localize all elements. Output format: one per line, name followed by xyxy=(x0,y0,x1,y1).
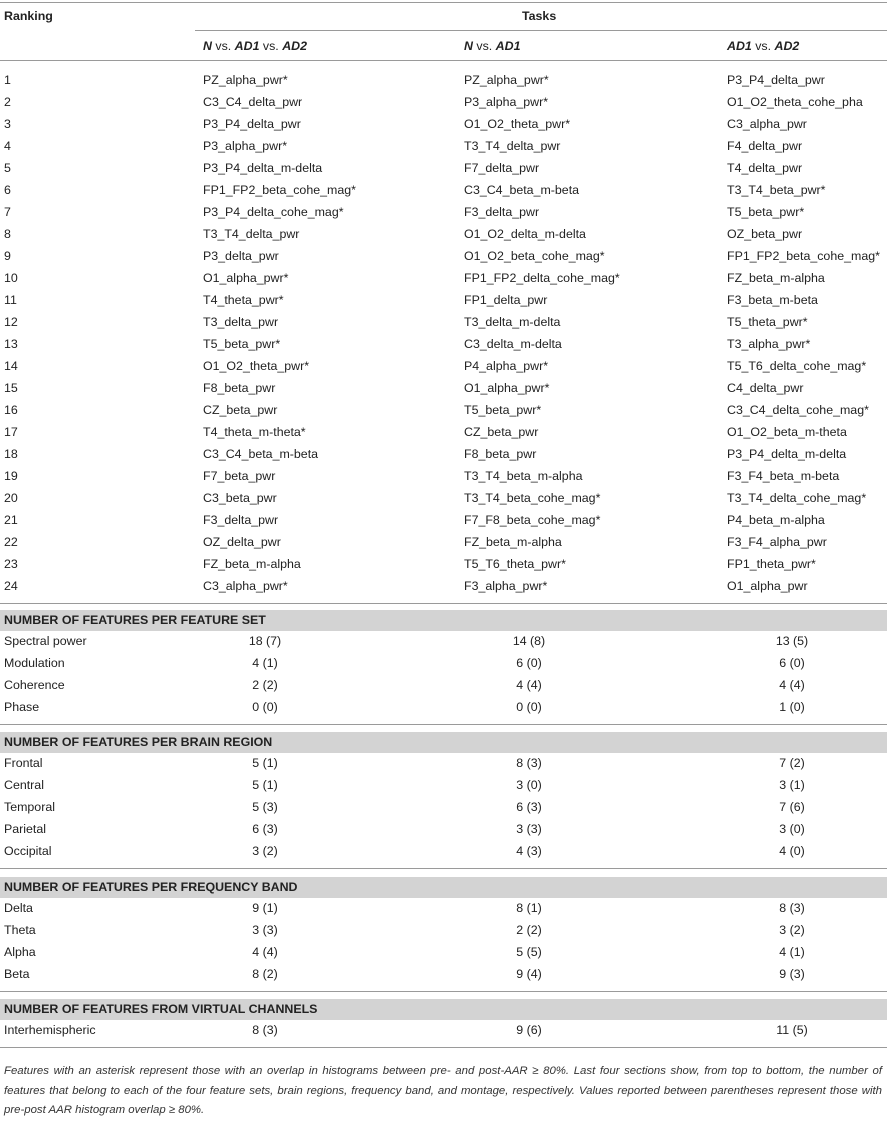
category-label: Spectral power xyxy=(4,634,87,648)
n-ad1-ad2-count: 8 (3) xyxy=(252,1023,278,1037)
n-ad1-ad2-count: 5 (3) xyxy=(252,800,278,814)
ad1-ad2-cell: C4_delta_pwr xyxy=(727,381,804,395)
section-bottom-rule xyxy=(0,868,887,869)
table-row xyxy=(0,466,887,488)
n-ad1-cell: F8_beta_pwr xyxy=(464,447,537,461)
n-ad1-ad2-cell: C3_C4_beta_m-beta xyxy=(203,447,319,461)
n-ad1-cell: F3_delta_pwr xyxy=(464,205,540,219)
ad1-ad2-count: 3 (2) xyxy=(779,923,805,937)
n-ad1-count: 9 (4) xyxy=(516,967,542,981)
table-row xyxy=(0,400,887,422)
section-title: NUMBER OF FEATURES PER FREQUENCY BAND xyxy=(4,880,298,894)
table-row xyxy=(0,797,887,819)
n-ad1-ad2-count: 4 (4) xyxy=(252,945,278,959)
category-label: Modulation xyxy=(4,656,65,670)
category-label: Frontal xyxy=(4,756,43,770)
table-row xyxy=(0,898,887,920)
n-ad1-cell: C3_C4_beta_m-beta xyxy=(464,183,580,197)
rank-cell: 23 xyxy=(4,557,18,571)
n-ad1-ad2-cell: T4_theta_m-theta* xyxy=(203,425,306,439)
n-ad1-cell: O1_O2_beta_cohe_mag* xyxy=(464,249,605,263)
n-ad1-ad2-count: 8 (2) xyxy=(252,967,278,981)
table-row xyxy=(0,114,887,136)
rank-cell: 18 xyxy=(4,447,18,461)
rank-cell: 2 xyxy=(4,95,11,109)
n-ad1-cell: FP1_delta_pwr xyxy=(464,293,548,307)
ad1-ad2-cell: T5_T6_delta_cohe_mag* xyxy=(727,359,867,373)
n-ad1-ad2-cell: C3_alpha_pwr* xyxy=(203,579,288,593)
section-header xyxy=(0,732,887,753)
table-row xyxy=(0,246,887,268)
rank-cell: 3 xyxy=(4,117,11,131)
ad1-ad2-count: 1 (0) xyxy=(779,700,805,714)
n-ad1-ad2-count: 9 (1) xyxy=(252,901,278,915)
ad1-ad2-count: 6 (0) xyxy=(779,656,805,670)
n-ad1-ad2-cell: O1_O2_theta_pwr* xyxy=(203,359,310,373)
n-ad1-cell: T3_T4_beta_m-alpha xyxy=(464,469,583,483)
ad1-ad2-cell: T3_T4_beta_pwr* xyxy=(727,183,826,197)
ad1-ad2-count: 11 (5) xyxy=(776,1023,808,1037)
n-ad1-ad2-count: 0 (0) xyxy=(252,700,278,714)
rank-cell: 8 xyxy=(4,227,11,241)
ranking-bottom-rule xyxy=(0,603,887,604)
n-ad1-ad2-count: 5 (1) xyxy=(252,778,278,792)
ad1-ad2-count: 4 (0) xyxy=(779,844,805,858)
rank-cell: 4 xyxy=(4,139,11,153)
category-label: Parietal xyxy=(4,822,47,836)
table-row xyxy=(0,136,887,158)
n-ad1-count: 4 (4) xyxy=(516,678,542,692)
ad1-ad2-cell: OZ_beta_pwr xyxy=(727,227,803,241)
ad1-ad2-cell: P3_P4_delta_pwr xyxy=(727,73,825,87)
section-bottom-rule xyxy=(0,1047,887,1048)
category-label: Central xyxy=(4,778,44,792)
n-ad1-ad2-count: 18 (7) xyxy=(248,634,282,648)
ad1-ad2-cell: F3_beta_m-beta xyxy=(727,293,818,307)
rank-cell: 9 xyxy=(4,249,11,263)
table-row xyxy=(0,554,887,576)
n-ad1-ad2-count: 6 (3) xyxy=(252,822,278,836)
ad1-ad2-cell: T3_T4_delta_cohe_mag* xyxy=(727,491,867,505)
n-ad1-count: 6 (0) xyxy=(516,656,542,670)
n-ad1-count: 0 (0) xyxy=(516,700,542,714)
table-row xyxy=(0,841,887,863)
n-ad1-ad2-cell: O1_alpha_pwr* xyxy=(203,271,289,285)
ad1-ad2-count: 3 (1) xyxy=(779,778,805,792)
table-row xyxy=(0,334,887,356)
n-ad1-cell: O1_O2_delta_m-delta xyxy=(464,227,586,241)
n-ad1-ad2-cell: F7_beta_pwr xyxy=(203,469,276,483)
table-row xyxy=(0,1020,887,1042)
n-ad1-ad2-cell: T3_delta_pwr xyxy=(203,315,279,329)
rank-cell: 15 xyxy=(4,381,18,395)
table-row xyxy=(0,753,887,775)
column-header-n-ad1-ad2: N vs. AD1 vs. AD2 xyxy=(203,39,307,53)
category-label: Temporal xyxy=(4,800,55,814)
section-title: NUMBER OF FEATURES PER FEATURE SET xyxy=(4,613,266,627)
n-ad1-count: 14 (8) xyxy=(512,634,546,648)
category-label: Beta xyxy=(4,967,30,981)
ad1-ad2-cell: FZ_beta_m-alpha xyxy=(727,271,825,285)
rank-cell: 17 xyxy=(4,425,18,439)
ad1-ad2-cell: P4_beta_m-alpha xyxy=(727,513,825,527)
n-ad1-ad2-count: 2 (2) xyxy=(252,678,278,692)
table-row xyxy=(0,920,887,942)
ad1-ad2-cell: T4_delta_pwr xyxy=(727,161,803,175)
table-row xyxy=(0,312,887,334)
n-ad1-count: 9 (6) xyxy=(516,1023,542,1037)
table-row xyxy=(0,510,887,532)
n-ad1-ad2-cell: T3_T4_delta_pwr xyxy=(203,227,300,241)
ad1-ad2-count: 3 (0) xyxy=(779,822,805,836)
n-ad1-count: 2 (2) xyxy=(516,923,542,937)
ad1-ad2-count: 13 (5) xyxy=(775,634,809,648)
table-row xyxy=(0,158,887,180)
tasks-underline xyxy=(195,30,887,31)
table-row xyxy=(0,202,887,224)
table-row xyxy=(0,775,887,797)
table-row xyxy=(0,290,887,312)
ranking-header: Ranking xyxy=(4,9,53,23)
ad1-ad2-cell: C3_C4_delta_cohe_mag* xyxy=(727,403,869,417)
rank-cell: 12 xyxy=(4,315,18,329)
n-ad1-cell: F7_delta_pwr xyxy=(464,161,540,175)
rank-cell: 19 xyxy=(4,469,18,483)
ad1-ad2-cell: O1_O2_theta_cohe_pha xyxy=(727,95,863,109)
rank-cell: 21 xyxy=(4,513,18,527)
n-ad1-cell: F7_F8_beta_cohe_mag* xyxy=(464,513,601,527)
table-footnote: Features with an asterisk represent those with an overlap in histograms between pre- and post-AAR ≥ 80%. Last four sections show, from top to bottom, the number of features that belong to each of the four feature sets, brain regions, frequency band, and montage, respectively. Values reported between parentheses represent those with pre-post AAR histogram overlap ≥ 80%. xyxy=(4,1065,882,1116)
n-ad1-cell: T5_T6_theta_pwr* xyxy=(464,557,566,571)
table-row xyxy=(0,964,887,986)
n-ad1-ad2-cell: P3_delta_pwr xyxy=(203,249,279,263)
category-label: Interhemispheric xyxy=(4,1023,96,1037)
ad1-ad2-cell: F4_delta_pwr xyxy=(727,139,803,153)
n-ad1-count: 3 (3) xyxy=(516,822,542,836)
category-label: Delta xyxy=(4,901,33,915)
section-header xyxy=(0,999,887,1020)
n-ad1-ad2-cell: PZ_alpha_pwr* xyxy=(203,73,288,87)
ad1-ad2-count: 4 (1) xyxy=(779,945,805,959)
n-ad1-cell: T5_beta_pwr* xyxy=(464,403,542,417)
table-row xyxy=(0,631,887,653)
n-ad1-cell: T3_delta_m-delta xyxy=(464,315,561,329)
n-ad1-ad2-cell: OZ_delta_pwr xyxy=(203,535,281,549)
n-ad1-ad2-cell: T4_theta_pwr* xyxy=(203,293,284,307)
table-row xyxy=(0,576,887,598)
rank-cell: 22 xyxy=(4,535,18,549)
table-row xyxy=(0,653,887,675)
n-ad1-ad2-cell: FP1_FP2_beta_cohe_mag* xyxy=(203,183,356,197)
table-row xyxy=(0,70,887,92)
ad1-ad2-cell: P3_P4_delta_m-delta xyxy=(727,447,847,461)
ad1-ad2-cell: T5_beta_pwr* xyxy=(727,205,805,219)
rank-cell: 1 xyxy=(4,73,11,87)
table-row xyxy=(0,942,887,964)
section-header xyxy=(0,877,887,898)
n-ad1-cell: P3_alpha_pwr* xyxy=(464,95,549,109)
tasks-header: Tasks xyxy=(522,9,557,23)
ad1-ad2-cell: T3_alpha_pwr* xyxy=(727,337,811,351)
category-label: Occipital xyxy=(4,844,52,858)
rank-cell: 13 xyxy=(4,337,18,351)
n-ad1-cell: O1_alpha_pwr* xyxy=(464,381,550,395)
table-top-rule xyxy=(0,2,887,3)
ad1-ad2-cell: F3_F4_alpha_pwr xyxy=(727,535,827,549)
table-row xyxy=(0,224,887,246)
n-ad1-cell: P4_alpha_pwr* xyxy=(464,359,549,373)
section-bottom-rule xyxy=(0,991,887,992)
ad1-ad2-count: 8 (3) xyxy=(779,901,805,915)
column-header-ad1-ad2: AD1 vs. AD2 xyxy=(727,39,800,53)
category-label: Alpha xyxy=(4,945,36,959)
table-row xyxy=(0,92,887,114)
table-row xyxy=(0,488,887,510)
n-ad1-ad2-count: 3 (2) xyxy=(252,844,278,858)
n-ad1-count: 8 (3) xyxy=(516,756,542,770)
rank-cell: 6 xyxy=(4,183,11,197)
rank-cell: 14 xyxy=(4,359,18,373)
rank-cell: 10 xyxy=(4,271,18,285)
section-header xyxy=(0,610,887,631)
ad1-ad2-cell: C3_alpha_pwr xyxy=(727,117,807,131)
n-ad1-count: 3 (0) xyxy=(516,778,542,792)
n-ad1-cell: T3_T4_beta_cohe_mag* xyxy=(464,491,601,505)
ad1-ad2-cell: O1_alpha_pwr xyxy=(727,579,808,593)
n-ad1-ad2-cell: F3_delta_pwr xyxy=(203,513,279,527)
n-ad1-cell: C3_delta_m-delta xyxy=(464,337,562,351)
rank-cell: 20 xyxy=(4,491,18,505)
rank-cell: 24 xyxy=(4,579,18,593)
n-ad1-cell: F3_alpha_pwr* xyxy=(464,579,548,593)
table-row xyxy=(0,444,887,466)
rank-cell: 5 xyxy=(4,161,11,175)
ad1-ad2-count: 4 (4) xyxy=(779,678,805,692)
ad1-ad2-cell: T5_theta_pwr* xyxy=(727,315,808,329)
ad1-ad2-cell: FP1_theta_pwr* xyxy=(727,557,816,571)
n-ad1-cell: CZ_beta_pwr xyxy=(464,425,539,439)
n-ad1-ad2-cell: P3_alpha_pwr* xyxy=(203,139,288,153)
ad1-ad2-count: 7 (2) xyxy=(779,756,805,770)
n-ad1-cell: O1_O2_theta_pwr* xyxy=(464,117,571,131)
table-row xyxy=(0,356,887,378)
n-ad1-ad2-cell: FZ_beta_m-alpha xyxy=(203,557,301,571)
ad1-ad2-cell: O1_O2_beta_m-theta xyxy=(727,425,847,439)
n-ad1-count: 4 (3) xyxy=(516,844,542,858)
table-row xyxy=(0,675,887,697)
n-ad1-ad2-count: 3 (3) xyxy=(252,923,278,937)
table-row xyxy=(0,180,887,202)
category-label: Coherence xyxy=(4,678,65,692)
table-row xyxy=(0,378,887,400)
rank-cell: 7 xyxy=(4,205,11,219)
category-label: Phase xyxy=(4,700,40,714)
n-ad1-ad2-cell: C3_beta_pwr xyxy=(203,491,277,505)
table-row xyxy=(0,819,887,841)
n-ad1-cell: PZ_alpha_pwr* xyxy=(464,73,549,87)
n-ad1-ad2-cell: T5_beta_pwr* xyxy=(203,337,281,351)
section-bottom-rule xyxy=(0,724,887,725)
n-ad1-count: 5 (5) xyxy=(516,945,542,959)
rank-cell: 11 xyxy=(4,293,17,307)
ad1-ad2-cell: F3_F4_beta_m-beta xyxy=(727,469,840,483)
n-ad1-count: 6 (3) xyxy=(516,800,542,814)
n-ad1-cell: FP1_FP2_delta_cohe_mag* xyxy=(464,271,620,285)
n-ad1-count: 8 (1) xyxy=(516,901,542,915)
n-ad1-ad2-cell: P3_P4_delta_pwr xyxy=(203,117,301,131)
table-row xyxy=(0,697,887,719)
table-row xyxy=(0,268,887,290)
section-title: NUMBER OF FEATURES FROM VIRTUAL CHANNELS xyxy=(4,1002,318,1016)
table-row xyxy=(0,532,887,554)
n-ad1-cell: FZ_beta_m-alpha xyxy=(464,535,562,549)
table-row xyxy=(0,422,887,444)
n-ad1-cell: T3_T4_delta_pwr xyxy=(464,139,561,153)
n-ad1-ad2-count: 5 (1) xyxy=(252,756,278,770)
ad1-ad2-cell: FP1_FP2_beta_cohe_mag* xyxy=(727,249,880,263)
n-ad1-ad2-cell: CZ_beta_pwr xyxy=(203,403,278,417)
header-bottom-rule xyxy=(0,60,887,61)
section-title: NUMBER OF FEATURES PER BRAIN REGION xyxy=(4,735,273,749)
n-ad1-ad2-cell: C3_C4_delta_pwr xyxy=(203,95,303,109)
n-ad1-ad2-count: 4 (1) xyxy=(252,656,278,670)
n-ad1-ad2-cell: P3_P4_delta_m-delta xyxy=(203,161,323,175)
n-ad1-ad2-cell: F8_beta_pwr xyxy=(203,381,276,395)
category-label: Theta xyxy=(4,923,36,937)
ad1-ad2-count: 7 (6) xyxy=(779,800,805,814)
column-header-n-ad1: N vs. AD1 xyxy=(464,39,521,53)
n-ad1-ad2-cell: P3_P4_delta_cohe_mag* xyxy=(203,205,344,219)
rank-cell: 16 xyxy=(4,403,18,417)
ad1-ad2-count: 9 (3) xyxy=(779,967,805,981)
